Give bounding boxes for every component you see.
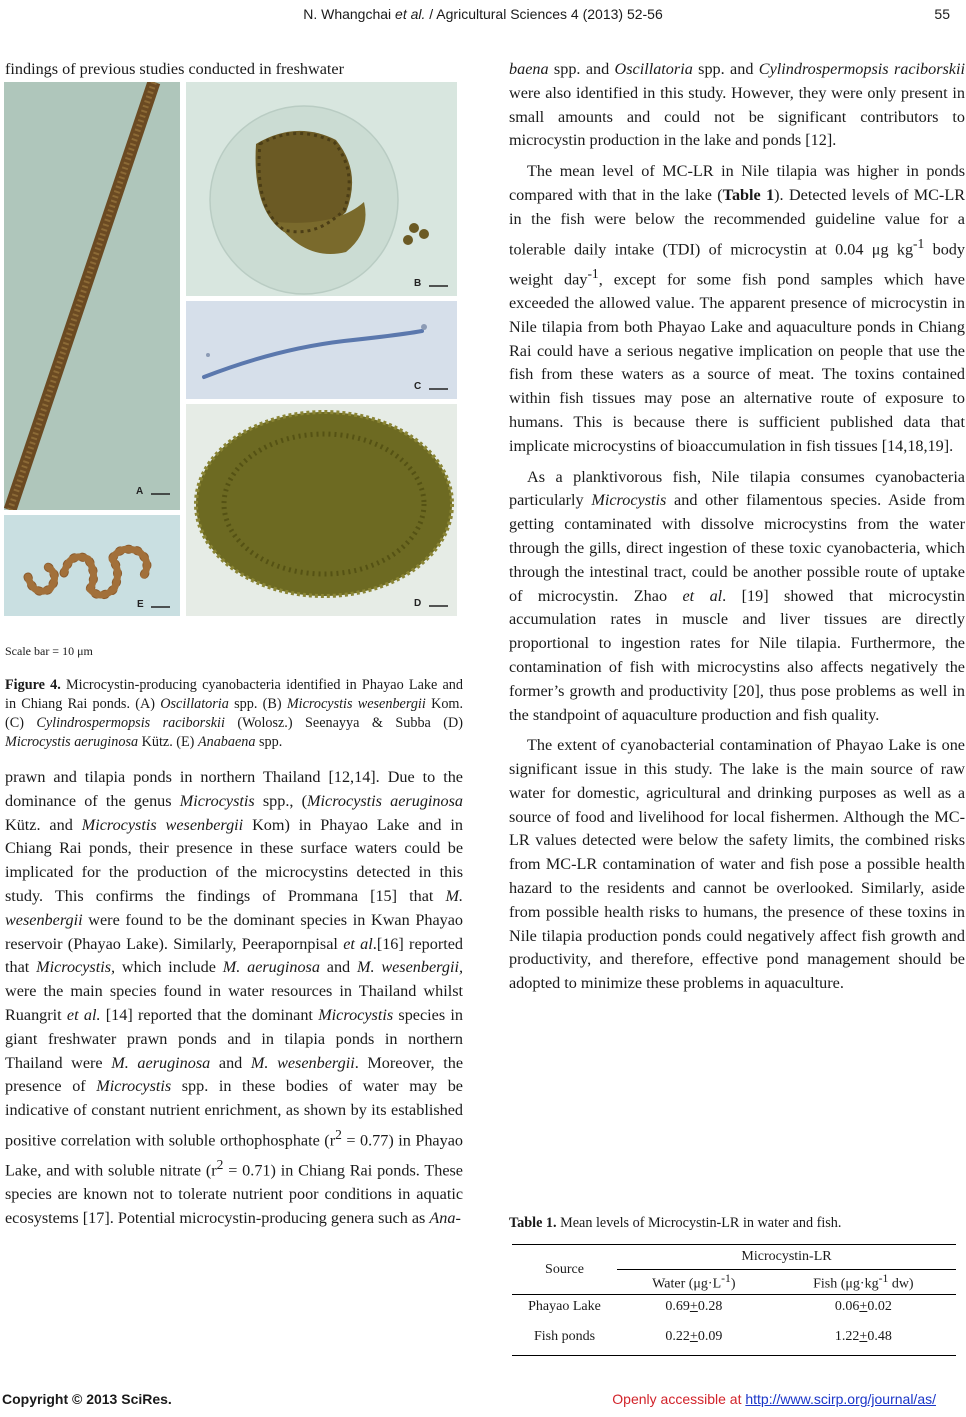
panel-label-c: C [414, 381, 422, 392]
running-head: N. Whangchai et al. / Agricultural Sciences 4 (2013) 52-56 [303, 6, 663, 22]
panel-c-cylindrospermopsis [186, 301, 457, 399]
left-column-first-line: findings of previous studies conducted in freshwater [5, 60, 344, 78]
page-number: 55 [934, 6, 950, 22]
table-title: Table 1. Mean levels of Microcystin-LR in water and fish. [509, 1215, 842, 1231]
col-header-water: Water $(\mu g\cdot L^{-1})$ [652, 1271, 736, 1292]
col-header-fish: Fish ($\mu g\cdot kg^{-1}$ dw) [813, 1271, 914, 1292]
panel-label-e: E [137, 599, 144, 610]
table-row: Fish ponds 0.22+0.09 1.22+0.48 [512, 1320, 956, 1356]
footer-copyright: Copyright © 2013 SciRes. [2, 1391, 172, 1407]
scale-bar-text: Scale bar = 10 μm [5, 644, 93, 658]
col-header-group: Microcystin-LR [617, 1245, 956, 1270]
paragraph-2: The mean level of MC-LR in Nile tilapia was higher in ponds compared with that in the lake (Table 1). Detected levels of MC-LR in the fish were below the recommended guideline value for a tolerable daily intake (TDI) of microcystin at 0.04 μg $kg^{-1}$ body weight day$^{-1}$, except for some fish pond samples which have exceeded the allowed value. The apparent presence of microcystin in Nile tilapia from both Phayao Lake and aquaculture ponds in Chiang Rai could have a serious negative implication on people that use the fish from these waters as a source of meat. The toxins contained within fish tissues may pose an alternative route of exposure to humans. This is because there is sufficient published data that implicate microcystins of bioaccumulation in fish tissues [14,18,19]. [509, 162, 965, 455]
col-header-source: Source [512, 1245, 617, 1295]
figure-caption: Figure 4. Microcystin-producing cyanobacteria identified in Phayao Lake and in Chiang Rai ponds. (A) Oscillatoria spp. (B) Microcystis wesenbergii Kom. (C) Cylindrospermopsis raciborskii (Wolosz.) Seenayya & Subba (D) Microcystis aeruginosa Kütz. (E) Anabaena spp. [5, 677, 464, 750]
footer-open-access: Openly accessible at http://www.scirp.org/journal/as/ [612, 1391, 936, 1407]
panel-b-microcystis-wesenbergii [186, 82, 457, 296]
paragraph-4: The extent of cyanobacterial contamination of Phayao Lake is one significant issue in this study. The lake is the main source of raw water for domestic, agricultural and drinking purposes as well as a source of food and livelihood for local fishermen. Although the MC-LR values detected were below the safety limits, the combined risks from MC-LR contamination of water and fish pose a possible health hazard to the residents and cannot be overlooked. Similarly, aside from possible health risks to humans, the presence of these toxins in Nile tilapia production ponds could negatively affect fish growth and productivity, and therefore, effective pond management should be adopted to minimize these problems in aquaculture. [509, 736, 965, 993]
right-column [509, 58, 965, 996]
figure-4 [4, 82, 460, 616]
panel-e-anabaena [4, 515, 180, 616]
panel-label-b: B [414, 278, 422, 289]
left-column-paragraph: prawn and tilapia ponds in northern Thailand [12,14]. Due to the dominance of the genus Microcystis spp., (Microcystis aeruginosa Kütz. and Microcystis wesenbergii Kom) in Phayao Lake and in Chiang Rai ponds, their presence in these surface waters could be implicated for the production of the microcystins detected in this study. This confirms the findings of Prommana [15] that M. wesenbergii were found to be the dominant species in Kwan Phayao reservoir (Phayao Lake). Similarly, Peerapornpisal et al.[16] reported that Microcystis, which include M. aeruginosa and M. wesenbergii, were the main species found in water resources in Thailand whilst Ruangrit et al. [14] reported that the dominant Microcystis species in giant freshwater prawn ponds and in tilapia ponds in northern Thailand were M. aeruginosa and M. wesenbergii. Moreover, the presence of Microcystis spp. in these bodies of water may be indicative of constant nutrient enrichment, as shown by its established positive correlation with soluble orthophosphate $(r^2 = 0.77)$ in Phayao Lake, and with soluble nitrate $(r^2 = 0.71)$ in Chiang Rai ponds. These species are known not to tolerate nutrient poor conditions in aquatic ecosystems [17]. Potential microcystin-producing genera such as Ana- [5, 768, 464, 1228]
paragraph-1: baena spp. and Oscillatoria spp. and Cylindrospermopsis raciborskii were also identified in this study. However, they were only present in small amounts and could not be significant contributors to microcystin production in the lake and ponds [12]. [509, 60, 965, 150]
table-row: Phayao Lake 0.69+0.28 0.06+0.02 [512, 1295, 956, 1320]
panel-a-oscillatoria [4, 82, 180, 510]
panel-label-a: A [136, 486, 144, 497]
panel-label-d: D [414, 598, 422, 609]
table-1 [512, 1244, 956, 1356]
panel-d-microcystis-aeruginosa [186, 404, 457, 616]
paragraph-3: As a planktivorous fish, Nile tilapia consumes cyanobacteria particularly Microcystis and other filamentous species. Aside from getting contaminated with dissolve microcystins from the water through the gills, direct ingestion of these toxic cyanobacteria, which through the intestinal tract, could be another possible route of uptake of microcystin. Zhao et al. [19] showed that microcystin accumulation rates in muscle and liver tissues are directly proportional to ingestion rates for Nile tilapia. Furthermore, the contamination of fish with microcystins also affects negatively the former’s growth and productivity [20], thus pose problems as well in the standpoint of aquaculture production and fish quality. [509, 467, 966, 724]
page-footer [0, 1391, 966, 1415]
journal-link[interactable]: http://www.scirp.org/journal/as/ [745, 1391, 936, 1407]
